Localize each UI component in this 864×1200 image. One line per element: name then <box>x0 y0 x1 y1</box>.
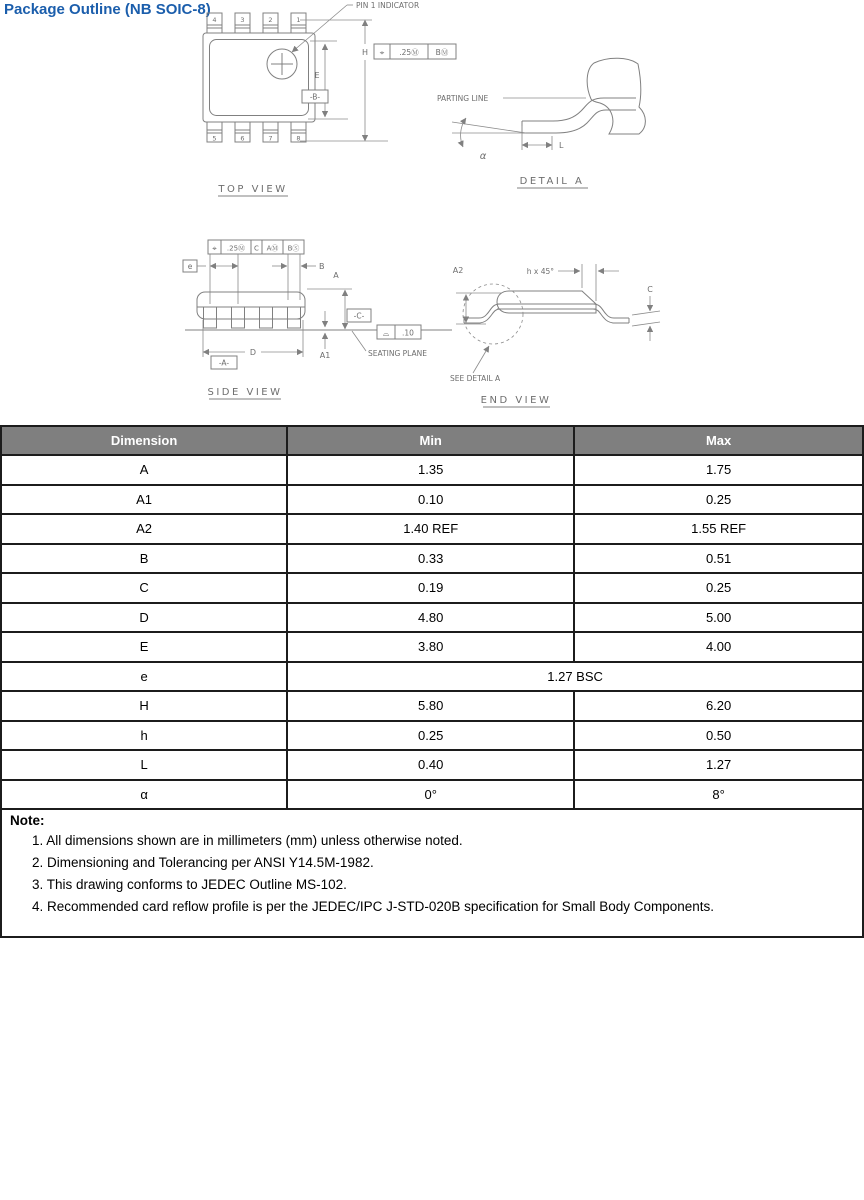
dim-e-pitch <box>183 254 238 304</box>
min-cell: 0.10 <box>287 485 574 515</box>
table-header-row <box>1 426 863 455</box>
position-symbol: ⌖ <box>379 48 385 58</box>
end-body-outline <box>497 291 596 313</box>
svg-text:.25Ⓜ: .25Ⓜ <box>399 48 419 57</box>
min-cell: 5.80 <box>287 691 574 721</box>
datum-C <box>347 309 371 322</box>
datum-C-label: -C- <box>353 311 365 321</box>
dimension-cell: α <box>1 780 287 810</box>
table-row <box>1 780 863 810</box>
svg-text:C: C <box>254 244 259 253</box>
dim-B-label: B <box>319 262 325 271</box>
parting-line-label: PARTING LINE <box>437 94 489 103</box>
note-item: 1. All dimensions shown are in millimeters (mm) unless otherwise noted. <box>32 833 463 848</box>
max-cell: 0.51 <box>574 544 863 574</box>
body-corner-outline <box>587 58 645 134</box>
note-item: 3. This drawing conforms to JEDEC Outline MS-102. <box>32 877 347 892</box>
pin-number: 1 <box>296 16 301 24</box>
note-item: 2. Dimensioning and Tolerancing per ANSI Y14.5M-1982. <box>32 855 374 870</box>
table-row <box>1 455 863 485</box>
span-cell: 1.27 BSC <box>287 662 863 692</box>
pin-number: 8 <box>296 134 301 143</box>
package-outline-drawing <box>0 0 864 420</box>
col-header-min: Min <box>287 426 574 455</box>
min-cell: 0.33 <box>287 544 574 574</box>
col-header-max: Max <box>574 426 863 455</box>
datum-e-label: e <box>187 262 193 271</box>
pin-number: 5 <box>212 134 217 143</box>
note-item: 4. Recommended card reflow profile is per the JEDEC/IPC J-STD-020B specification for Small Body Components. <box>32 899 715 914</box>
max-cell: 0.50 <box>574 721 863 751</box>
max-cell: 1.75 <box>574 455 863 485</box>
min-cell: 3.80 <box>287 632 574 662</box>
detail-a-caption: DETAIL A <box>519 176 585 187</box>
dimension-cell: E <box>1 632 287 662</box>
col-header-dimension: Dimension <box>1 426 287 455</box>
dimension-table-section <box>0 425 864 938</box>
dim-C <box>632 285 660 341</box>
min-cell: 0° <box>287 780 574 810</box>
dim-E-label: E <box>314 71 320 80</box>
min-cell: 0.40 <box>287 750 574 780</box>
svg-text:.25Ⓜ: .25Ⓜ <box>226 244 246 253</box>
dim-B <box>272 254 325 300</box>
dimension-cell: D <box>1 603 287 633</box>
table-row <box>1 485 863 515</box>
page-title: Package Outline (NB SOIC-8) <box>4 1 211 18</box>
dimension-cell: H <box>1 691 287 721</box>
position-symbol: ⌖ <box>212 244 217 253</box>
flatness-value: .10 <box>402 328 414 338</box>
dim-H-label: H <box>361 48 369 57</box>
max-cell: 8° <box>574 780 863 810</box>
pin-number: 4 <box>212 16 217 24</box>
dimension-cell: e <box>1 662 287 692</box>
top-view <box>203 1 456 196</box>
min-cell: 4.80 <box>287 603 574 633</box>
pin-number: 7 <box>268 134 273 143</box>
max-cell: 1.27 <box>574 750 863 780</box>
side-view-caption: SIDE VIEW <box>207 387 283 398</box>
dimension-cell: A2 <box>1 514 287 544</box>
seating-plane-label: SEATING PLANE <box>368 349 428 358</box>
min-cell: 0.25 <box>287 721 574 751</box>
side-view <box>183 240 452 399</box>
chamfer-label: h x 45° <box>526 267 554 276</box>
dim-A1-label: A1 <box>319 351 331 360</box>
max-cell: 0.25 <box>574 573 863 603</box>
table-row <box>1 514 863 544</box>
dim-H <box>300 20 456 141</box>
datum-A-label: -A- <box>218 358 230 368</box>
dimension-cell: A1 <box>1 485 287 515</box>
max-cell: 1.55 REF <box>574 514 863 544</box>
dimension-cell: C <box>1 573 287 603</box>
alpha-label: α <box>479 151 487 162</box>
pin1-indicator-label: PIN 1 INDICATOR <box>356 1 420 10</box>
pin-number: 2 <box>268 16 273 24</box>
dim-A-label: A <box>333 271 339 280</box>
dim-C-label: C <box>647 285 653 294</box>
tolerance-frame-side-view <box>208 240 304 254</box>
svg-text:BⓈ: BⓈ <box>287 244 300 253</box>
dimension-cell: B <box>1 544 287 574</box>
table-row <box>1 603 863 633</box>
max-cell: 5.00 <box>574 603 863 633</box>
max-cell: 0.25 <box>574 485 863 515</box>
max-cell: 6.20 <box>574 691 863 721</box>
notes-section <box>0 810 864 938</box>
flatness-frame <box>377 325 421 339</box>
min-cell: 0.19 <box>287 573 574 603</box>
alpha-angle <box>452 118 526 162</box>
table-row <box>1 544 863 574</box>
table-row <box>1 750 863 780</box>
dim-A2 <box>453 266 502 324</box>
svg-text:AⓂ: AⓂ <box>266 244 279 253</box>
notes-title: Note: <box>10 813 45 828</box>
flatness-symbol: ⌓ <box>382 329 390 338</box>
end-view <box>450 264 660 407</box>
table-row <box>1 662 863 692</box>
end-view-caption: END VIEW <box>480 395 552 406</box>
side-body <box>197 292 305 328</box>
table-row <box>1 691 863 721</box>
see-detail-label: SEE DETAIL A <box>450 374 501 383</box>
tolerance-frame-top-view <box>374 44 456 59</box>
detail-a-view <box>437 58 645 188</box>
dim-L <box>522 126 564 150</box>
pin-number: 6 <box>240 134 245 143</box>
pin-number: 3 <box>240 16 245 24</box>
table-row <box>1 632 863 662</box>
dim-L-label: L <box>559 141 564 150</box>
min-cell: 1.35 <box>287 455 574 485</box>
svg-text:BⓂ: BⓂ <box>435 48 449 57</box>
dim-A1 <box>320 311 331 360</box>
dimension-table <box>0 425 864 810</box>
dimension-cell: L <box>1 750 287 780</box>
dim-D-label: D <box>249 348 257 357</box>
table-row <box>1 573 863 603</box>
pins-bottom <box>207 122 306 143</box>
datum-B-label: -B- <box>309 92 321 102</box>
dimension-cell: h <box>1 721 287 751</box>
dim-A2-label: A2 <box>452 266 464 275</box>
pins-top <box>207 13 306 33</box>
dim-A <box>307 271 352 329</box>
min-cell: 1.40 REF <box>287 514 574 544</box>
dim-chamfer <box>527 264 619 301</box>
max-cell: 4.00 <box>574 632 863 662</box>
dimension-cell: A <box>1 455 287 485</box>
table-row <box>1 721 863 751</box>
top-view-caption: TOP VIEW <box>218 184 288 195</box>
